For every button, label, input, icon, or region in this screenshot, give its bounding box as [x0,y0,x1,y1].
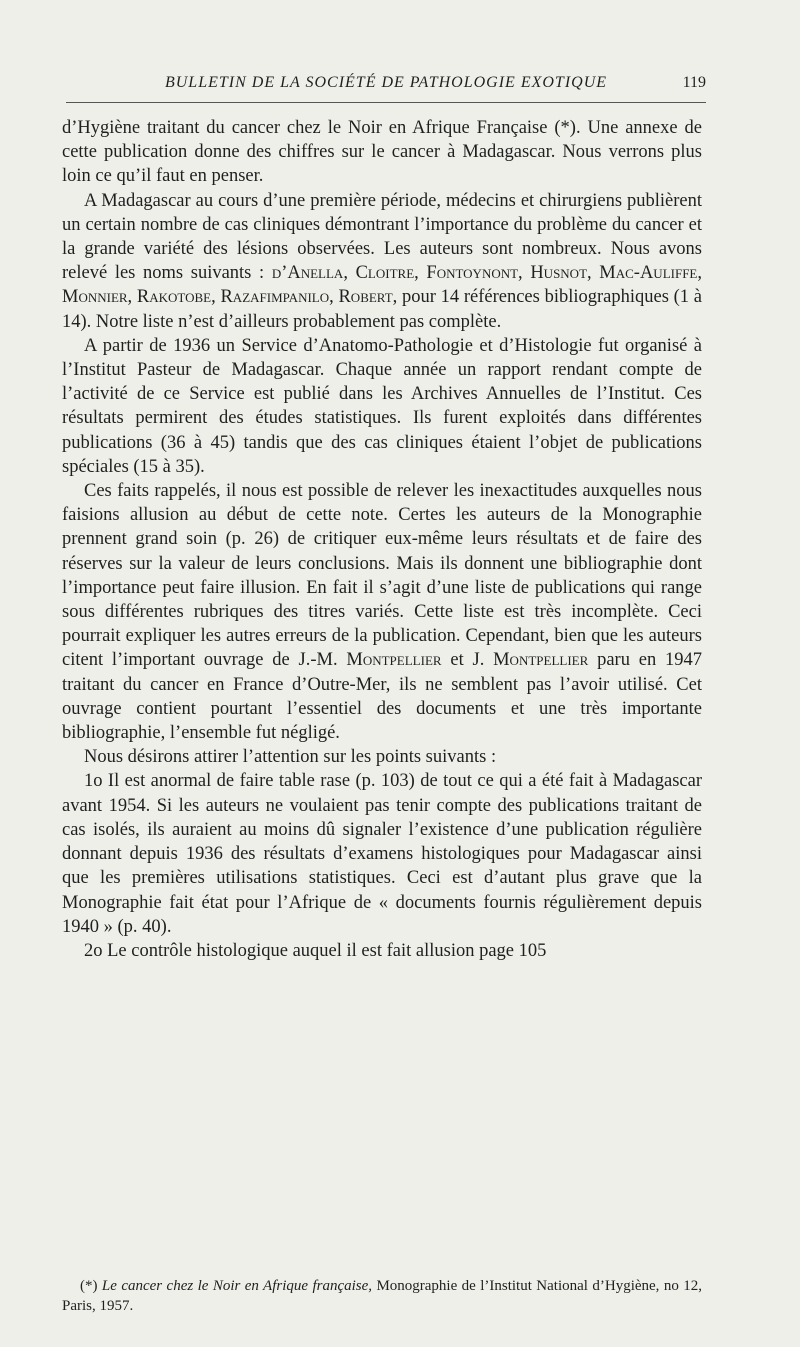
running-header [66,74,706,104]
paragraph-2-end: pour 14 références bibliographiques (1 à 14). Notre liste n’est d’ailleurs probablement pas complète. [62,287,702,332]
journal-title: BULLETIN DE LA SOCIÉTÉ DE PATHOLOGIE EXOTIQUE [164,74,608,91]
paragraph-4-start: Ces faits rappelés, il nous est possible de relever les inexactitudes auxquelles nous faisions allusion au début de cette note. Certes les auteurs de la Monographie prennent grand soin (p. 26) de critiquer eux-même leurs résultats et de faire des réserves sur la valeur de leurs conclusions. Mais ils donnent une bibliographie dont l’importance peut faire illusion. En fait il s’agit d’une liste de publications qui range sous différentes rubriques des titres variés. Cette liste est très incomplète. Ceci pourrait expliquer les autres erreurs de la publication. Cependant, bien que les auteurs citent l’important ouvrage de J.-M. [62,481,702,671]
paragraph-1: d’Hygiène traitant du cancer chez le Noir en Afrique Française (*). Une annexe de cette publication donne des chiffres sur le cancer à Madagascar. Nous verrons plus loin ce qu’il faut en penser. [62,118,702,187]
paragraph-4-end: paru en 1947 traitant du cancer en France d’Outre-Mer, ils ne semblent pas l’avoir utilisé. Cet ouvrage contient pourtant l’essentiel des documents et une très importante bibliographie, l’ensemble fut négligé. [62,650,702,744]
footnote-text: Monographie de l’Institut National d’Hygiène, no 12, Paris, 1957. [62,1278,702,1314]
footnote-marker: (*) [80,1278,102,1294]
author-name-1: Montpellier [346,650,442,671]
header-rule [66,102,706,103]
body-text [62,116,702,963]
paragraph-6: 1o Il est anormal de faire table rase (p. 103) de tout ce qui a été fait à Madagascar avant 1954. Si les auteurs ne voulaient pas tenir compte des publications traitant de cas isolés, ils auraient au moins dû signaler l’existence d’une publication régulière donnant depuis 1936 des résultats d’examens histologiques pour Madagascar ainsi que les premières utilisations statistiques. Ceci est d’autant plus grave que la Monographie fait état pour l’Afrique de « documents fournis régulièrement depuis 1940 » (p. 40). [62,771,702,937]
paragraph-7: 2o Le contrôle histologique auquel il est fait allusion page 105 [84,940,547,961]
author-names: d’Anella, Cloitre, Fontoynont, Husnot, Mac-Auliffe, Monnier, Rakotobe, Razafimpanilo, Robert, [62,263,702,308]
paragraph-4 [62,479,702,745]
footnote-title: Le cancer chez le Noir en Afrique française, [101,1278,373,1294]
page-number: 119 [682,74,706,91]
paragraph-4-mid: et J. [441,650,494,671]
footnote [62,1276,702,1316]
paragraph-2-start: A Madagascar au cours d’une première période, médecins et chirurgiens publièrent un certain nombre de cas cliniques démontrant l’importance du problème du cancer et la grande variété des lésions observées. Les auteurs sont nombreux. Nous avons relevé les noms suivants : [62,190,702,284]
author-name-2: Montpellier [493,650,589,671]
paragraph-5: Nous désirons attirer l’attention sur les points suivants : [84,747,497,768]
paragraph-3: A partir de 1936 un Service d’Anatomo-Pathologie et d’Histologie fut organisé à l’Institut Pasteur de Madagascar. Chaque année un rapport rendant compte de l’activité de ce Service est publié dans les Archives Annuelles de l’Institut. Ces résultats permirent des études statistiques. Ils furent exploités dans différentes publications (36 à 45) tandis que des cas cliniques étaient l’objet de publications spéciales (15 à 35). [62,335,702,477]
paragraph-2 [62,189,702,334]
